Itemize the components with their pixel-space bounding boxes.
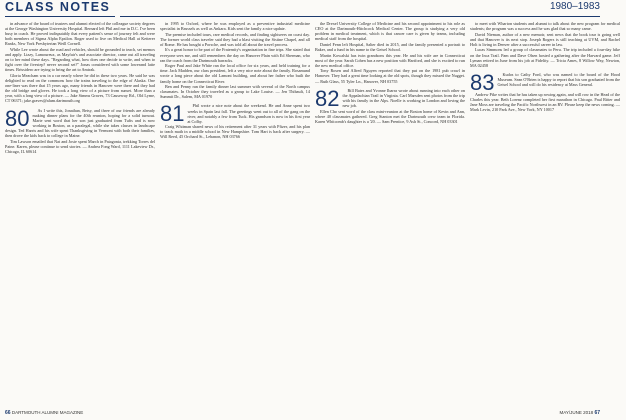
- paragraph: Martin Kowalski has twin grandsons this year. He and his wife are in Connecticut most of the year. Sarah Cohen has a new position with Hartford, and she is excited to run the new medical office.: [315, 52, 465, 68]
- page-number-left: 66: [5, 410, 11, 416]
- column-2: [160, 21, 310, 140]
- column-4: [470, 21, 620, 113]
- class-entry: [5, 108, 155, 139]
- paragraph: Phil wrote a nice note about the weekend. He and Anne spent two weeks in Spain last fall. The greetings went out to all of the gang on the river, and notably a few from Tuck. His grandson is now in his first year at Colby.: [187, 103, 310, 124]
- class-entry: [160, 103, 310, 124]
- paragraph: Ellen Cho sent word of the class mini-reunion at the Boston home of Kevin and Ann, where 40 classmates gathered. Greg Stanton met the Dartmouth crew team in Florida. Karen Whitcomb's daughter is a '20. — Sam Prentice, 9 Ash St., Concord, NH 03301: [315, 108, 465, 124]
- paragraph: Gloria Meacham was in a car nearly where he did in these two years. He said he was delighted to read on the commons how the trains traveling to the edge of Alaska. One one-liner was there that 15 years ago, many friends in Hanover were there and they had the old bridge and gloves. He took a long view of a picture from sunset. More than a year, with a long view of a picture. — Jake Simms Graves, 73 Causeway Rd., Old Lyme, CT 06371; jake.graves@alum.dartmouth.org: [5, 72, 155, 104]
- page-footer: [0, 404, 626, 420]
- publication-name: DARTMOUTH ALUMNI MAGAZINE: [11, 410, 84, 415]
- paragraph: in advance of the board of trustees and alumni elected of the colleague society degrees at the George Washington University Hospital. Bernard left Phil and me in D.C. I've been busy in coach. He proved indisputably that every patient's sense of journey felt and were both members of Sigma Alpha Epsilon. Roger used to live on Medical Hall at Ketterer Ranks, New York Presbyterian Weill Cornell.: [5, 21, 155, 47]
- paragraph: Bill Bates and Yvonne Ibarra wrote about running into each other on the Appalachian Trail in Virginia. Carl Marsden sent photos from the trip with his family in the Alps. Noelle is working in London and loving the new job.: [342, 87, 465, 108]
- class-year-number: 82: [315, 87, 340, 109]
- paragraph: While Lee wrote about the road and vehicles, should be grounded to teach, set memos and apply. Lizzy, Lamoureux, as Mayfair's and associate director, came out all traveling on to her mind these days. "Regarding what, how does one decide to write, and when to fight over the fivestep? never second set?" Jonas considered with some lowerand latte times. Brissidero are trying to bring the art to Amtrak.: [5, 46, 155, 73]
- paragraph: Tony Rosen and Alfred Nguyen reported that they put on the 1981 pub crawl in Hanover. They had a great time looking at the old spots, though they missed the Nugget. — Ruth Glass, 55 Tyler Ln., Hanover, NH 03755: [315, 68, 465, 84]
- paragraph: Roger Paul and Jake White ran the local office for six years, and held training for a time. Jack Madden, our class president, left a very nice note about the family. Rosamund wrote a long piece about the old Lamont building, and about her father who built the family home on the Connecticut River.: [160, 63, 310, 84]
- paragraph: the Drexel University College of Medicine and his second appointment to his role as CEO at the Dartmouth-Hitchcock Medical Center. The group is studying a very old problem in medical treatment, which is that cancer care is given by teams, including medical staff from the hospital.: [315, 21, 465, 42]
- footer-left: [5, 410, 83, 416]
- class-entry: [470, 72, 620, 92]
- paragraph: in 1995 to Oxford, where he was employed as a preventive industrial medicine specialist in Brussels as well as Ankara. Kids sent the family a nice update.: [160, 21, 310, 32]
- footer-right: [559, 410, 600, 416]
- paragraph: Andrew Pike writes that he has taken up rowing again, and will row in the Head of the Charles this year. Beth Lorenz completed her first marathon in Chicago. Paul Ritter and Jane Moss are traveling the Pacific Northwest in an RV. Please keep the news coming. — Mark Levin, 210 Park Ave., New York, NY 10017: [470, 91, 620, 113]
- paragraph: Tim Lawson emailed that Nat and Josie spent March in Patagonia, trekking Torres del Paine. Karen, please continue to send stories. — Andrea Fong Ward, 1111 Lakeview Dr., Chicago, IL 60614: [5, 138, 155, 154]
- paragraph: to meet with Wharton students and alumni to talk about the new program for medical students; the program was a success and he was glad that so many came.: [470, 21, 620, 32]
- paragraph: Lucas Simmons led a group of classmates to Peru. The trip included a four-day hike on the Inca Trail. Pam and Dave Olsen hosted a gathering after the Harvard game. Jeff Lyman retired in June from his job at Fidelity. — Tricia Ames, 8 Willow Way, Newton, MA 02458: [470, 47, 620, 68]
- column-1: [5, 21, 155, 154]
- class-year-number: 80: [5, 107, 30, 131]
- class-year-number: 83: [470, 71, 495, 92]
- column-3: [315, 21, 465, 124]
- paragraph: The premise included tours, rare medical records, and finding sightseers on coast day. The former world class traveler said they had a blast visiting the Sistine Chapel, and all of Rome. He has bought a Porsche, and was told all about the travel process.: [160, 31, 310, 47]
- class-years: 1980–1983: [549, 1, 600, 12]
- class-year-number: 81: [160, 103, 185, 125]
- paragraph: David Nieman, author of a new memoir, sent news that the book tour is going well and that Hanover is its next stop. Joseph Rogers is still teaching at UVM, and Rachel Holt is living in Denver after a successful career in law.: [470, 31, 620, 47]
- header-rule-right: [120, 16, 600, 17]
- paragraph: Daniel Fenn left Hospital, Salter died in 2015, and the family presented a portrait to Baker, and a fund in his name to the Geisel School.: [315, 41, 465, 52]
- paragraph: As I write this, Jonathan, Betsy, and three of our friends are already making dinner plans for the 40th reunion, hoping for a solid turnout. Marie sent word that her son just graduated from Tufts and is now working in Boston, as a paralegal, while she takes classes in landscape design. Ted Harris and his wife spent Thanksgiving in Vermont with both their families, then drove the kids back to college in Maine.: [5, 107, 155, 138]
- issue-date: MAY/JUNE 2018: [559, 410, 594, 415]
- page-number-right: 67: [594, 410, 600, 416]
- paragraph: Craig Whitman shared news of his retirement after 31 years with Pfizer, and his plan to teach math in a middle school in New Hampshire. Tom Hart is back after surgery. — Will Reed, 45 Orchard St., Lebanon, NH 03766: [160, 124, 310, 140]
- class-entry: [315, 88, 465, 109]
- section-title: CLASS NOTES: [5, 0, 111, 14]
- header-rule-left: [5, 16, 115, 17]
- paragraph: It's a great honor to be part of the Fraternity's organization in fine trips. She stated that everyone sees me, and still remembers the day on Hanover Plain with Ed Sherman, who ran the coach from the Dartmouth barracks.: [160, 47, 310, 63]
- paragraph: Kudos to Cathy Ford, who was named to the board of the Hood Museum. Sean O'Brien is happy to report that his son graduated from the Geisel School and will do his residency at Mass General.: [497, 71, 620, 88]
- paragraph: Ben and Penny ran the family dinner last summer with several of the North campus classmates. In October they traveled as a group to Lake Louise. — Jen Thibault, 14 Summit Dr., Salem, MA 01970: [160, 84, 310, 100]
